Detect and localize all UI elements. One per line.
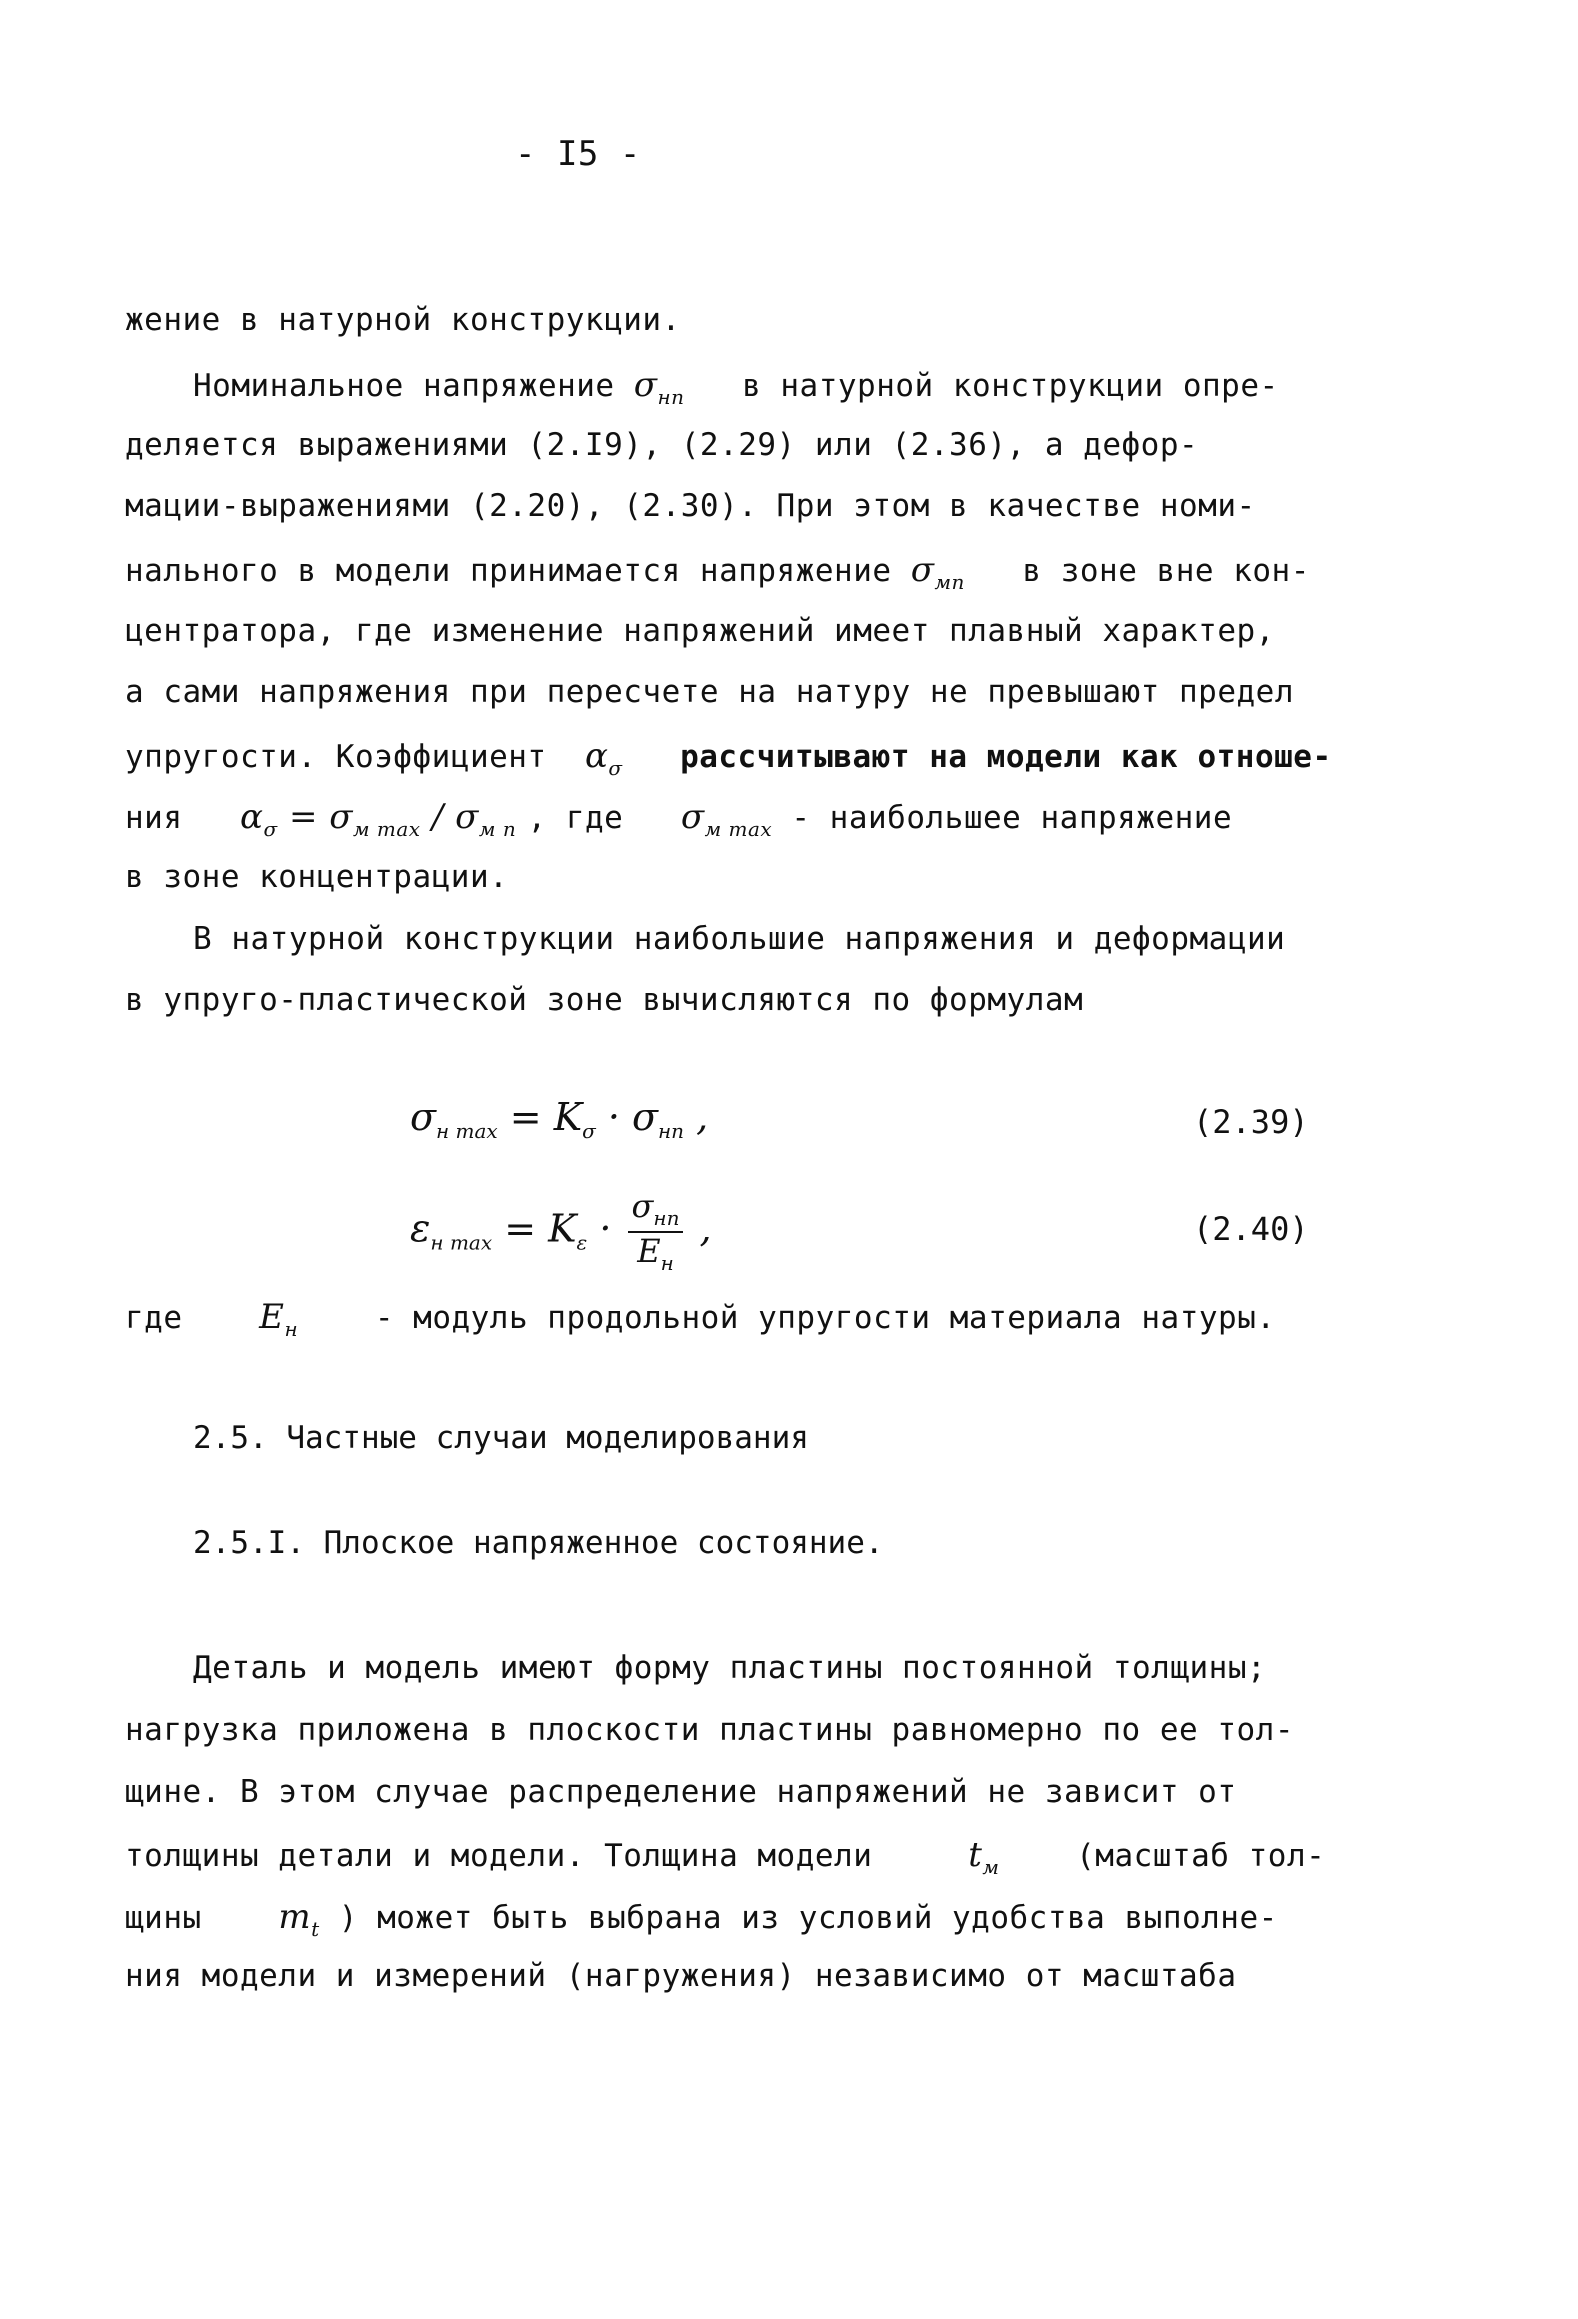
text-line-17	[125, 1835, 1325, 1879]
symbol-sigma-nn: $\sigma_{нn}$	[633, 365, 685, 409]
text-fragment: в натурной конструкции опре-	[742, 368, 1279, 404]
text-fragment: - наибольшее напряжение	[791, 800, 1233, 836]
text-fragment: ) может быть выбрана из условий удобства выполне-	[338, 1900, 1278, 1936]
symbol-sigma-mmax: $\sigma_{м max}$	[680, 797, 773, 841]
formula-2-39: $\sigma_{н max} = K_\sigma \cdot \sigma_{нn}$ ,	[410, 1095, 709, 1143]
text-line-2	[193, 365, 1279, 409]
formula-2-40: $\varepsilon_{н max} = K_\varepsilon$ · $\frac{\sigma_{нn}}{E_н}$ ,	[410, 1187, 712, 1275]
text-line-13	[125, 1297, 1276, 1341]
text-line-5	[125, 550, 1310, 594]
page-number: - I5 -	[515, 134, 641, 174]
symbol-E-n: $E_н$	[259, 1297, 299, 1341]
text-line-12: в упруго-пластической зоне вычисляются по формулам	[125, 982, 1084, 1018]
text-fragment: , где	[527, 800, 624, 836]
fraction: $\frac{\sigma_{нn}}{E_н}$	[628, 1190, 684, 1274]
equation-number-2-39: (2.39)	[1193, 1103, 1309, 1141]
symbol-sigma-mn: $\sigma_{мn}$	[910, 550, 965, 594]
text-fragment: Номинальное напряжение	[193, 368, 615, 404]
text-fragment: - модуль продольной упругости материала натуры.	[374, 1300, 1276, 1336]
equation-number-2-40: (2.40)	[1193, 1210, 1309, 1248]
text-fragment: рассчитывают на модели как отноше-	[680, 739, 1332, 775]
text-fragment: щины	[125, 1900, 202, 1936]
text-line-14: Деталь и модель имеют форму пластины постоянной толщины;	[193, 1650, 1267, 1686]
section-heading-2-5: 2.5. Частные случаи моделирования	[193, 1420, 809, 1456]
text-line-9	[125, 797, 1232, 841]
text-line-6: центратора, где изменение напряжений имеет плавный характер,	[125, 613, 1275, 649]
text-line-19: ния модели и измерений (нагружения) независимо от масштаба	[125, 1958, 1237, 1994]
text-fragment: где	[125, 1300, 183, 1336]
ratio-formula: $\alpha_\sigma = \sigma_{м max} / \sigma_{м n}$	[240, 797, 517, 841]
text-line-1: жение в натурной конструкции.	[125, 302, 681, 338]
section-heading-2-5-1: 2.5.I. Плоское напряженное состояние.	[193, 1525, 884, 1561]
symbol-m-t: $m_t$	[278, 1897, 320, 1941]
text-fragment: упругости. Коэффициент	[125, 739, 547, 775]
text-fragment: ния	[125, 800, 183, 836]
text-fragment: в зоне вне кон-	[1022, 553, 1310, 589]
text-line-15: нагрузка приложена в плоскости пластины равномерно по ее тол-	[125, 1712, 1294, 1748]
text-line-4: мации-выражениями (2.20), (2.30). При этом в качестве номи-	[125, 488, 1256, 524]
text-line-11: В натурной конструкции наибольшие напряжения и деформации	[193, 921, 1286, 957]
text-line-18	[125, 1897, 1278, 1941]
text-fragment: толщины детали и модели. Толщина модели	[125, 1838, 873, 1874]
text-line-3: деляется выражениями (2.I9), (2.29) или (2.36), а дефор-	[125, 427, 1199, 463]
text-fragment: нального в модели принимается напряжение	[125, 553, 892, 589]
symbol-alpha-sigma: $\alpha_\sigma$	[584, 736, 623, 780]
text-line-8	[125, 736, 1332, 780]
text-line-7: а сами напряжения при пересчете на натуру не превышают предел	[125, 674, 1294, 710]
text-line-16: щине. В этом случае распределение напряжений не зависит от	[125, 1774, 1237, 1810]
symbol-t-m: $t_м$	[968, 1835, 1000, 1879]
text-line-10: в зоне концентрации.	[125, 859, 509, 895]
text-fragment: (масштаб тол-	[1076, 1838, 1326, 1874]
